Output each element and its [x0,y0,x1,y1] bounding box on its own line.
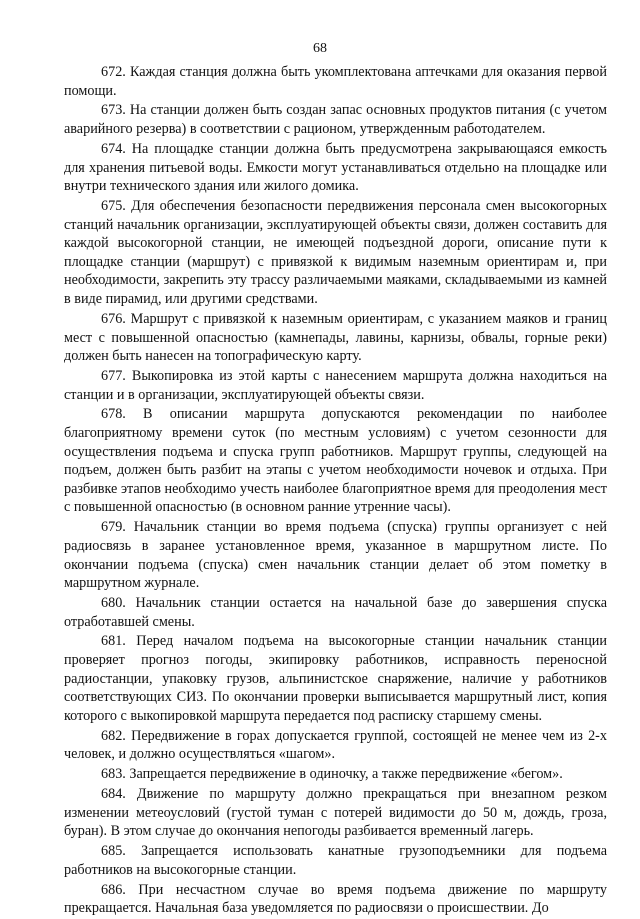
paragraph-672: 672. Каждая станция должна быть укомплектована аптечками для оказания первой помощи. [64,64,607,99]
paragraph-678: 678. В описании маршрута допускаются рекомендации по наиболее благоприятному времени суток (по местным условиям) с учетом сезонности для осуществления подъема и спуска групп работников. Маршрут группы, следующей на подъем, должен быть разбит на этапы с учетом необходимости ночевок и отдыха. При разбивке этапов необходимо учесть наиболее благоприятное время для преодоления мест с повышенной опасностью (в основном ранние утренние часы). [64,406,607,516]
paragraph-677: 677. Выкопировка из этой карты с нанесением маршрута должна находиться на станции и в организации, эксплуатирующей объекты связи. [64,367,607,403]
paragraph-680: 680. Начальник станции остается на начальной базе до завершения спуска отработавшей смены. [64,595,607,630]
paragraph-679: 679. Начальник станции во время подъема (спуска) группы организует с ней радиосвязь в заранее установленное время, указанное в маршрутном листе. По окончании подъема (спуска) смен начальник станции делает об этом пометку в маршрутном журнале. [64,519,607,592]
page-number: 68 [313,41,327,56]
paragraph-675: 675. Для обеспечения безопасности передвижения персонала смен высокогорных станций начальник организации, эксплуатирующей объекты связи, должен составить для каждой высокогорной станции, не имеющей подъездной дороги, описание пути к площадке станции (маршрут) с привязкой к видимым наземным ориентирам и, при необходимости, закрепить эту трассу различаемыми маяками, складываемыми из камней в виде пирамид, или другими средствами. [64,198,607,308]
paragraph-676: 676. Маршрут с привязкой к наземным ориентирам, с указанием маяков и границ мест с повышенной опасностью (камнепады, лавины, карнизы, обвалы, горные реки) должен быть нанесен на топографическую карту. [64,310,607,365]
paragraph-682: 682. Передвижение в горах допускается группой, состоящей не менее чем из 2-х человек, и должно осуществляться «шагом». [64,727,607,763]
paragraph-686: 686. При несчастном случае во время подъема движение по маршруту прекращается. Начальная база уведомляется по радиосвязи о происшествии. До [64,881,607,917]
paragraph-685: 685. Запрещается использовать канатные грузоподъемники для подъема работников на высокогорные станции. [64,843,607,878]
paragraph-673: 673. На станции должен быть создан запас основных продуктов питания (с учетом аварийного резерва) в соответствии с рационом, утвержденным работодателем. [64,102,607,138]
paragraph-683: 683. Запрещается передвижение в одиночку, а также передвижение «бегом». [101,766,563,783]
paragraph-681: 681. Перед началом подъема на высокогорные станции начальник станции проверяет прогноз погоды, экипировку работников, исправность переносной радиостанции, упаковку грузов, альпинистское снаряжение, наличие у работников соответствующих СИЗ. По окончании проверки выписывается маршрутный лист, копия которого с выкопировкой маршрута передается под расписку старшему смены. [64,633,607,724]
document-body [64,63,607,919]
paragraph-674: 674. На площадке станции должна быть предусмотрена закрывающаяся емкость для хранения питьевой воды. Емкости могут устанавливаться отдельно на площадке или внутри технического здания или жилого домика. [64,140,607,195]
paragraph-684: 684. Движение по маршруту должно прекращаться при внезапном резком изменении метеоусловий (густой туман с потерей видимости до 50 м, дождь, гроза, буран). В этом случае до окончания непогоды разбивается временный лагерь. [64,786,607,840]
